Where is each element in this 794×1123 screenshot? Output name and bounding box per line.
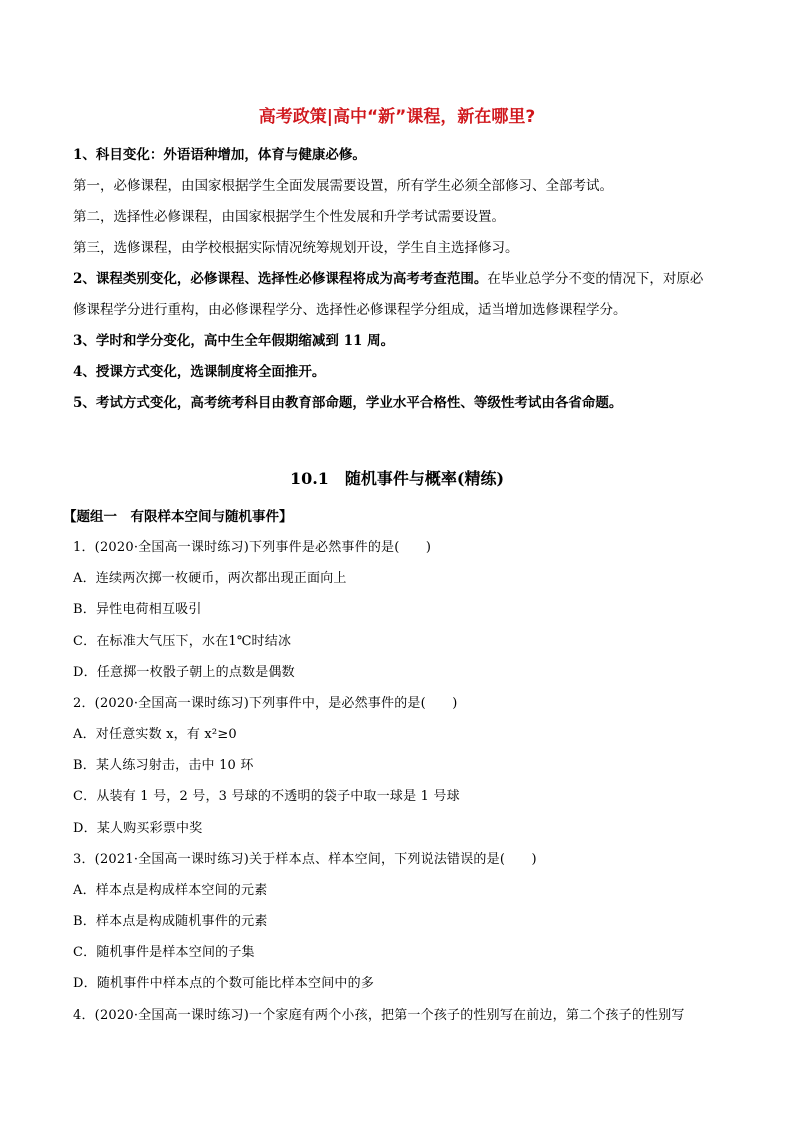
policy-item-2 — [73, 270, 703, 288]
question-3-option-c: C．随机事件是样本空间的子集 — [73, 945, 255, 960]
question-1-option-d: D．任意掷一枚骰子朝上的点数是偶数 — [73, 665, 295, 680]
policy-item-2-continued: 修课程学分进行重构，由必修课程学分、选择性必修课程学分组成，适当增加选修课程学分。 — [73, 302, 627, 318]
question-1-option-c: C．在标准大气压下，水在1℃时结冰 — [73, 634, 292, 649]
question-3-option-a: A．样本点是构成样本空间的元素 — [73, 883, 268, 898]
question-group-heading: 【题组一 有限样本空间与随机事件】 — [63, 509, 293, 525]
question-2-option-b: B．某人练习射击，击中 10 环 — [73, 758, 254, 773]
question-1-option-a: A．连续两次掷一枚硬币，两次都出现正面向上 — [73, 571, 347, 586]
question-2-option-d: D．某人购买彩票中奖 — [73, 821, 203, 836]
question-2-option-a: A．对任意实数 x，有 x²≥0 — [73, 727, 237, 742]
question-3-option-b: B．样本点是构成随机事件的元素 — [73, 914, 268, 929]
section-title: 10.1 随机事件与概率(精练) — [289, 469, 505, 488]
policy-item-2-bold: 2、课程类别变化，必修课程、选择性必修课程将成为高考考查范围。 — [73, 271, 488, 287]
question-3-option-d: D．随机事件中样本点的个数可能比样本空间中的多 — [73, 976, 375, 991]
policy-item-selective-required: 第二，选择性必修课程，由国家根据学生个性发展和升学考试需要设置。 — [73, 209, 505, 225]
policy-item-elective: 第三，选修课程，由学校根据实际情况统筹规划开设，学生自主选择修习。 — [73, 240, 519, 256]
policy-item-required: 第一，必修课程，由国家根据学生全面发展需要设置，所有学生必须全部修习、全部考试。 — [73, 178, 613, 194]
question-3-stem: 3．(2021·全国高一课时练习)关于样本点、样本空间，下列说法错误的是( ) — [73, 852, 537, 867]
question-1-stem: 1．(2020·全国高一课时练习)下列事件是必然事件的是( ) — [73, 540, 432, 555]
policy-item-1: 1、科目变化：外语语种增加，体育与健康必修。 — [73, 147, 366, 163]
policy-item-5: 5、考试方式变化，高考统考科目由教育部命题，学业水平合格性、等级性考试由各省命题。 — [73, 395, 623, 411]
policy-item-3: 3、学时和学分变化，高中生全年假期缩减到 11 周。 — [73, 333, 395, 349]
policy-item-2-rest: 在毕业总学分不变的情况下，对原必 — [487, 271, 704, 287]
question-4-stem: 4．(2020·全国高一课时练习)一个家庭有两个小孩，把第一个孩子的性别写在前边，第二个孩子的性别写 — [73, 1008, 685, 1023]
policy-item-4: 4、授课方式变化，选课制度将全面推开。 — [73, 364, 326, 380]
question-2-stem: 2．(2020·全国高一课时练习)下列事件中，是必然事件的是( ) — [73, 696, 458, 711]
question-2-option-c: C．从装有 1 号，2 号，3 号球的不透明的袋子中取一球是 1 号球 — [73, 789, 460, 804]
question-1-option-b: B．异性电荷相互吸引 — [73, 602, 202, 617]
policy-title: 高考政策|高中“新”课程，新在哪里? — [258, 107, 536, 127]
